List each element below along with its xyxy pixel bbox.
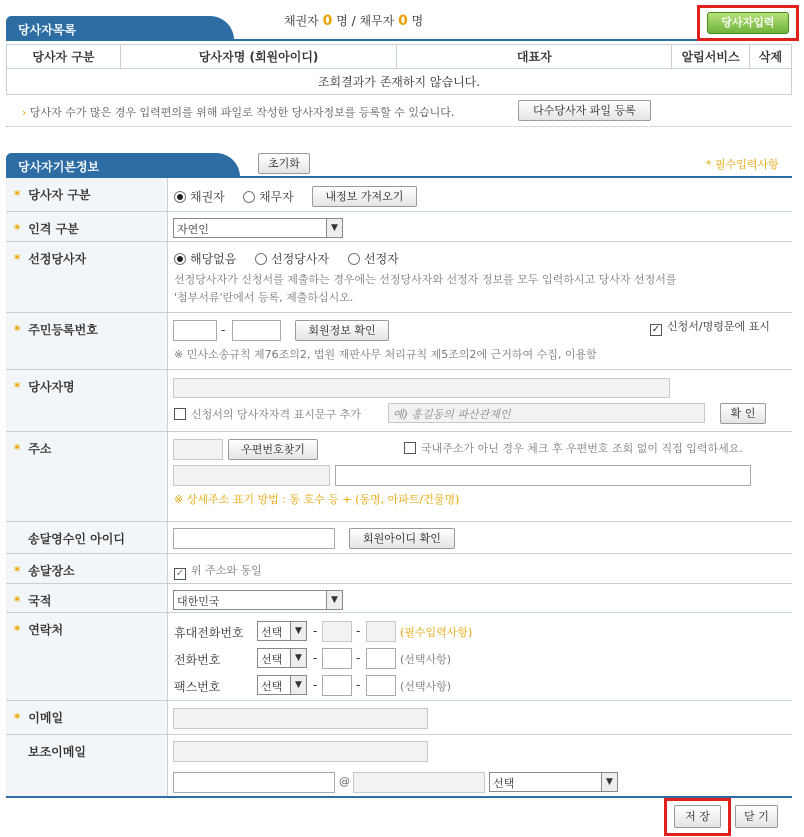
save-button[interactable]: 저 장 — [674, 805, 721, 828]
dash: - — [313, 624, 318, 638]
dash: - — [356, 678, 361, 692]
phone-optional: (선택사항) — [400, 653, 452, 666]
debtor-count: 0 — [398, 13, 408, 29]
label-text: 선정당사자 — [28, 252, 87, 266]
rrn-note: ※ 민사소송규칙 제76조의2, 법원 재판사무 처리규칙 제5조의2에 근거하여 수집, 이용함 — [174, 348, 597, 361]
radio-icon — [348, 253, 360, 265]
row-contact — [6, 613, 792, 701]
mobile-label: 휴대전화번호 — [174, 626, 244, 640]
col-party-type: 당사자 구분 — [7, 45, 121, 69]
phone-label: 전화번호 — [174, 653, 221, 667]
foreign-address-checkbox[interactable] — [404, 440, 743, 456]
qualification-input[interactable]: 예) 홍길동의 파산관재인 — [388, 403, 705, 423]
count-separator: / — [351, 14, 356, 28]
party-list-tab: 당사자목록 — [6, 16, 234, 40]
party-count-summary — [284, 12, 423, 29]
radio-icon — [174, 191, 186, 203]
required-star-icon: * — [14, 380, 21, 394]
radio-designated-party[interactable] — [255, 250, 329, 267]
radio-label: 해당없음 — [190, 252, 237, 266]
col-representative: 대표자 — [397, 45, 672, 69]
label-text: 당사자명 — [28, 380, 75, 394]
close-button[interactable]: 닫 기 — [735, 805, 778, 828]
nationality-select[interactable] — [173, 590, 343, 610]
checkbox-icon — [404, 442, 416, 454]
zipcode-input[interactable] — [173, 439, 223, 460]
qualification-checkbox[interactable] — [174, 406, 361, 422]
creditor-count: 0 — [322, 13, 333, 29]
bulk-info-text: 당사자 수가 많은 경우 입력편의를 위해 파일로 작성한 당사자정보를 등록할 수 있습니다. — [29, 106, 455, 119]
dash: - — [313, 678, 318, 692]
sub-email-input[interactable] — [173, 741, 428, 762]
radio-creditor[interactable] — [174, 188, 225, 205]
label-text: 인격 구분 — [28, 222, 79, 236]
col-notification: 알림서비스 — [672, 45, 750, 69]
creditor-unit: 명 — [336, 14, 348, 28]
label-text: 주소 — [28, 442, 52, 456]
radio-label: 채권자 — [190, 190, 225, 204]
at-sign: @ — [339, 775, 350, 788]
radio-none[interactable] — [174, 250, 236, 267]
label-text: 국적 — [28, 594, 52, 608]
required-note: * 필수입력사항 — [706, 158, 779, 171]
phone-last-input[interactable] — [366, 648, 396, 669]
label-text: 주민등록번호 — [28, 323, 98, 337]
party-name-input[interactable] — [173, 378, 670, 398]
row-nationality — [6, 584, 792, 613]
qualification-confirm-button[interactable]: 확 인 — [720, 403, 766, 424]
chevron-down-icon: ▼ — [326, 219, 342, 237]
checkbox-label: 신청서/명령문에 표시 — [667, 320, 770, 333]
debtor-label: 채무자 — [359, 14, 395, 28]
tab-underline — [6, 39, 792, 41]
sub-email-domain-input[interactable] — [353, 772, 485, 793]
phone-mid-input[interactable] — [322, 648, 352, 669]
reset-button[interactable]: 초기화 — [258, 153, 310, 174]
required-star-icon: * — [14, 252, 21, 266]
fax-last-input[interactable] — [366, 675, 396, 696]
dash: - — [356, 651, 361, 665]
label-text: 당사자 구분 — [28, 188, 91, 202]
chevron-down-icon: ▼ — [290, 676, 306, 694]
fetch-my-info-button[interactable]: 내정보 가져오기 — [312, 186, 417, 207]
radio-icon — [243, 191, 255, 203]
same-address-checkbox[interactable] — [174, 562, 262, 580]
select-value: 선택 — [261, 626, 283, 639]
find-zipcode-button[interactable]: 우편번호찾기 — [228, 439, 318, 460]
checkmark-icon: ✓ — [175, 568, 185, 579]
show-on-application-checkbox[interactable] — [650, 318, 770, 336]
fax-label: 팩스번호 — [174, 680, 221, 694]
debtor-unit: 명 — [411, 14, 424, 28]
sub-email-domain-select[interactable] — [489, 772, 618, 792]
checkbox-label: 국내주소가 아닌 경우 체크 후 우편번호 조회 없이 직접 입력하세요. — [421, 442, 743, 455]
party-list-table — [6, 44, 792, 95]
address-note: ※ 상세주소 표기 방법 : 동 호수 등 + (동명, 아파트/건물명) — [174, 493, 460, 506]
verify-member-id-button[interactable]: 회원아이디 확인 — [349, 528, 455, 549]
radio-icon — [255, 253, 267, 265]
label-text: 송달장소 — [28, 564, 75, 578]
select-value: 선택 — [261, 653, 283, 666]
select-value: 대한민국 — [177, 595, 220, 608]
required-star-icon: * — [14, 594, 21, 608]
checkbox-label: 위 주소와 동일 — [191, 564, 262, 577]
radio-label: 선정자 — [364, 252, 399, 266]
radio-label: 채무자 — [259, 190, 294, 204]
basic-info-tab: 당사자기본정보 — [6, 153, 240, 177]
mobile-prefix-select[interactable] — [257, 621, 307, 641]
fax-optional: (선택사항) — [400, 680, 452, 693]
required-star-icon: * — [14, 222, 21, 236]
rrn-front-input[interactable] — [173, 320, 217, 341]
row-person-type — [6, 212, 792, 242]
verify-member-button[interactable]: 회원정보 확인 — [295, 320, 389, 341]
mobile-required: (필수입력사항) — [400, 626, 473, 639]
person-type-select[interactable] — [173, 218, 343, 238]
checkbox-label: 신청서의 당사자자격 표시문구 추가 — [191, 408, 361, 421]
required-star-icon: * — [14, 564, 21, 578]
checkbox-icon — [174, 408, 186, 420]
required-star-icon: * — [14, 442, 21, 456]
empty-message: 조회결과가 존재하지 않습니다. — [7, 69, 792, 95]
rrn-dash: - — [221, 323, 226, 337]
row-delivery — [6, 554, 792, 584]
select-value: 자연인 — [177, 223, 209, 236]
designated-desc-1: 선정당사자가 신청서를 제출하는 경우에는 선정당사자와 선정자 정보를 모두 입력하시고 당사자 선정서를 — [174, 273, 677, 286]
radio-label: 선정당사자 — [271, 252, 329, 266]
sub-email-id-input[interactable] — [173, 772, 335, 793]
designated-desc-2: '첨부서류'란에서 등록, 제출하십시오. — [174, 291, 354, 304]
rrn-back-input[interactable] — [232, 320, 281, 341]
address-detail-input[interactable] — [335, 465, 751, 486]
required-star-icon: * — [14, 188, 21, 202]
fax-mid-input[interactable] — [322, 675, 352, 696]
dash: - — [356, 624, 361, 638]
chevron-down-icon: ▼ — [290, 622, 306, 640]
mobile-mid-input[interactable] — [322, 621, 352, 642]
required-star-icon: * — [14, 711, 21, 725]
fax-prefix-select[interactable] — [257, 675, 307, 695]
creditor-label: 채권자 — [284, 14, 319, 28]
add-party-button[interactable]: 당사자입력 — [707, 12, 789, 34]
select-value: 선택 — [261, 680, 283, 693]
radio-designator[interactable] — [348, 250, 399, 267]
mobile-last-input[interactable] — [366, 621, 396, 642]
arrow-bullet-icon: › — [22, 106, 27, 119]
checkmark-icon: ✓ — [651, 324, 661, 335]
radio-icon — [174, 253, 186, 265]
label-text: 연락처 — [28, 623, 64, 637]
phone-prefix-select[interactable] — [257, 648, 307, 668]
required-star-icon: * — [14, 323, 21, 337]
table-row — [7, 69, 792, 95]
address-main-input[interactable] — [173, 465, 330, 486]
table-header-row — [7, 45, 792, 69]
label-text: 송달영수인 아이디 — [28, 532, 125, 546]
required-star-icon: * — [14, 623, 21, 637]
receiver-id-input[interactable] — [173, 528, 335, 549]
chevron-down-icon: ▼ — [290, 649, 306, 667]
divider — [6, 126, 792, 127]
bulk-info — [22, 104, 454, 120]
col-delete: 삭제 — [750, 45, 792, 69]
label-text: 보조이메일 — [28, 745, 86, 759]
col-party-name: 당사자명 (회원아이디) — [120, 45, 397, 69]
radio-debtor[interactable] — [243, 188, 294, 205]
select-value: 선택 — [493, 777, 515, 790]
label-text: 이메일 — [28, 711, 64, 725]
bulk-upload-button[interactable]: 다수당사자 파일 등록 — [518, 100, 651, 121]
email-input[interactable] — [173, 708, 428, 729]
chevron-down-icon: ▼ — [326, 591, 342, 609]
dash: - — [313, 651, 318, 665]
chevron-down-icon: ▼ — [601, 773, 617, 791]
